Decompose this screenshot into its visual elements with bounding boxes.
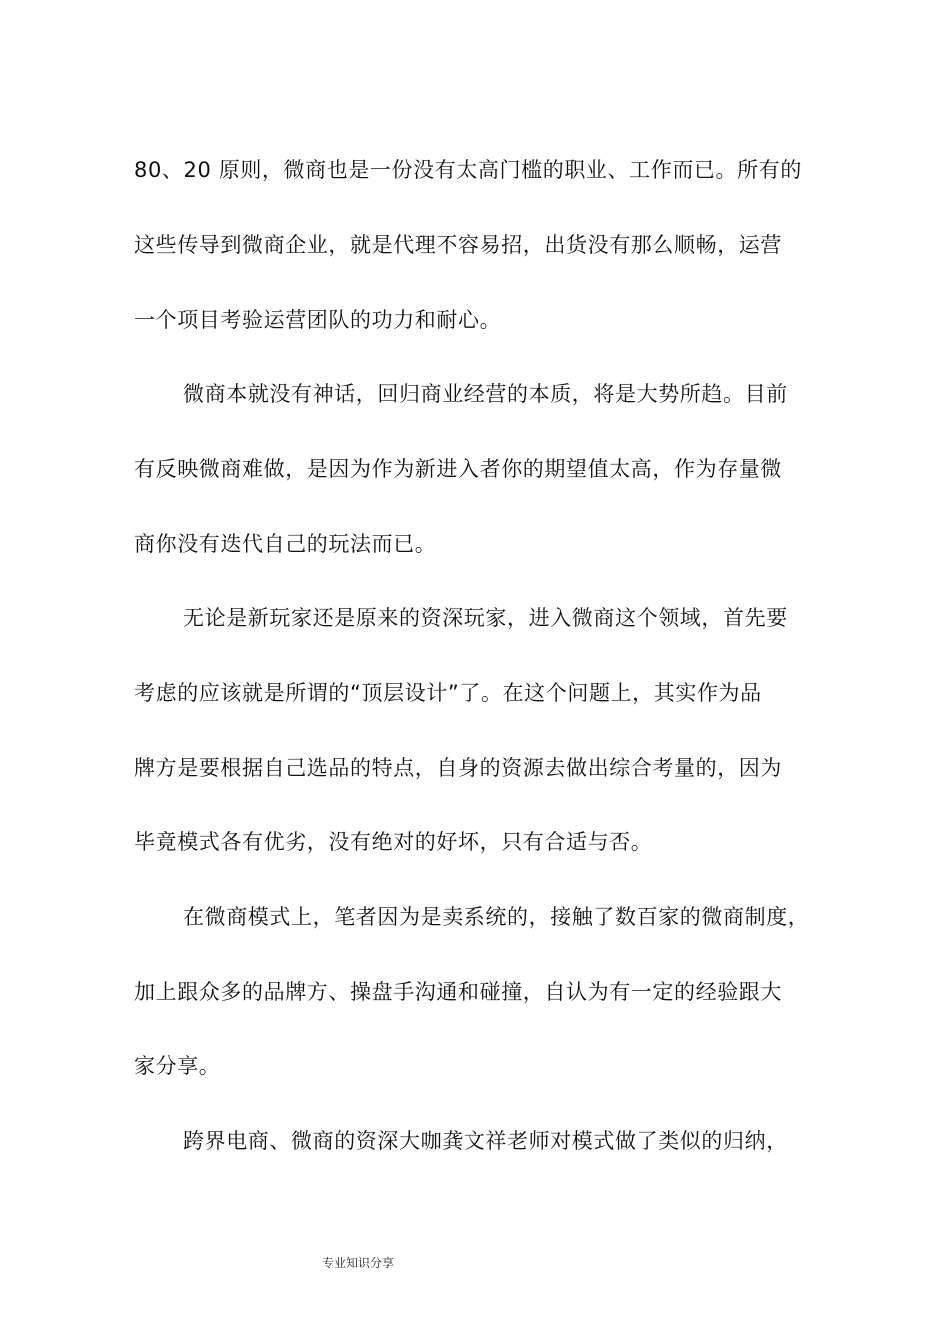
body-text-line: 有反映微商难做，是因为作为新进入者你的期望值太高，作为存量微 <box>134 457 782 481</box>
body-text-line: 商你没有迭代自己的玩法而已。 <box>134 532 437 556</box>
paragraph-first-line: 无论是新玩家还是原来的资深玩家，进入微商这个领域，首先要 <box>183 606 788 630</box>
paragraph-first-line: 在微商模式上，笔者因为是卖系统的，接触了数百家的微商制度， <box>183 905 810 929</box>
body-text-line: 加上跟众多的品牌方、操盘手沟通和碰撞，自认为有一定的经验跟大 <box>134 980 782 1004</box>
body-text-line: 牌方是要根据自己选品的特点，自身的资源去做出综合考量的，因为 <box>134 756 782 780</box>
page-footer: 专业知识分享 <box>322 1256 395 1270</box>
body-text-line: 考虑的应该就是所谓的“顶层设计”了。在这个问题上，其实作为品 <box>134 681 762 705</box>
paragraph-first-line: 微商本就没有神话，回归商业经营的本质，将是大势所趋。目前 <box>183 382 788 406</box>
body-text-line: 家分享。 <box>134 1054 221 1078</box>
body-text-line: 毕竟模式各有优劣，没有绝对的好坏，只有合适与否。 <box>134 830 653 854</box>
body-text-line: 这些传导到微商企业，就是代理不容易招，出货没有那么顺畅，运营 <box>134 233 782 257</box>
paragraph-first-line: 跨界电商、微商的资深大咖龚文祥老师对模式做了类似的归纳， <box>183 1129 788 1153</box>
body-text-line: 80、20 原则，微商也是一份没有太高门槛的职业、工作而已。所有的 <box>134 158 802 182</box>
body-text-line: 一个项目考验运营团队的功力和耐心。 <box>134 308 502 332</box>
